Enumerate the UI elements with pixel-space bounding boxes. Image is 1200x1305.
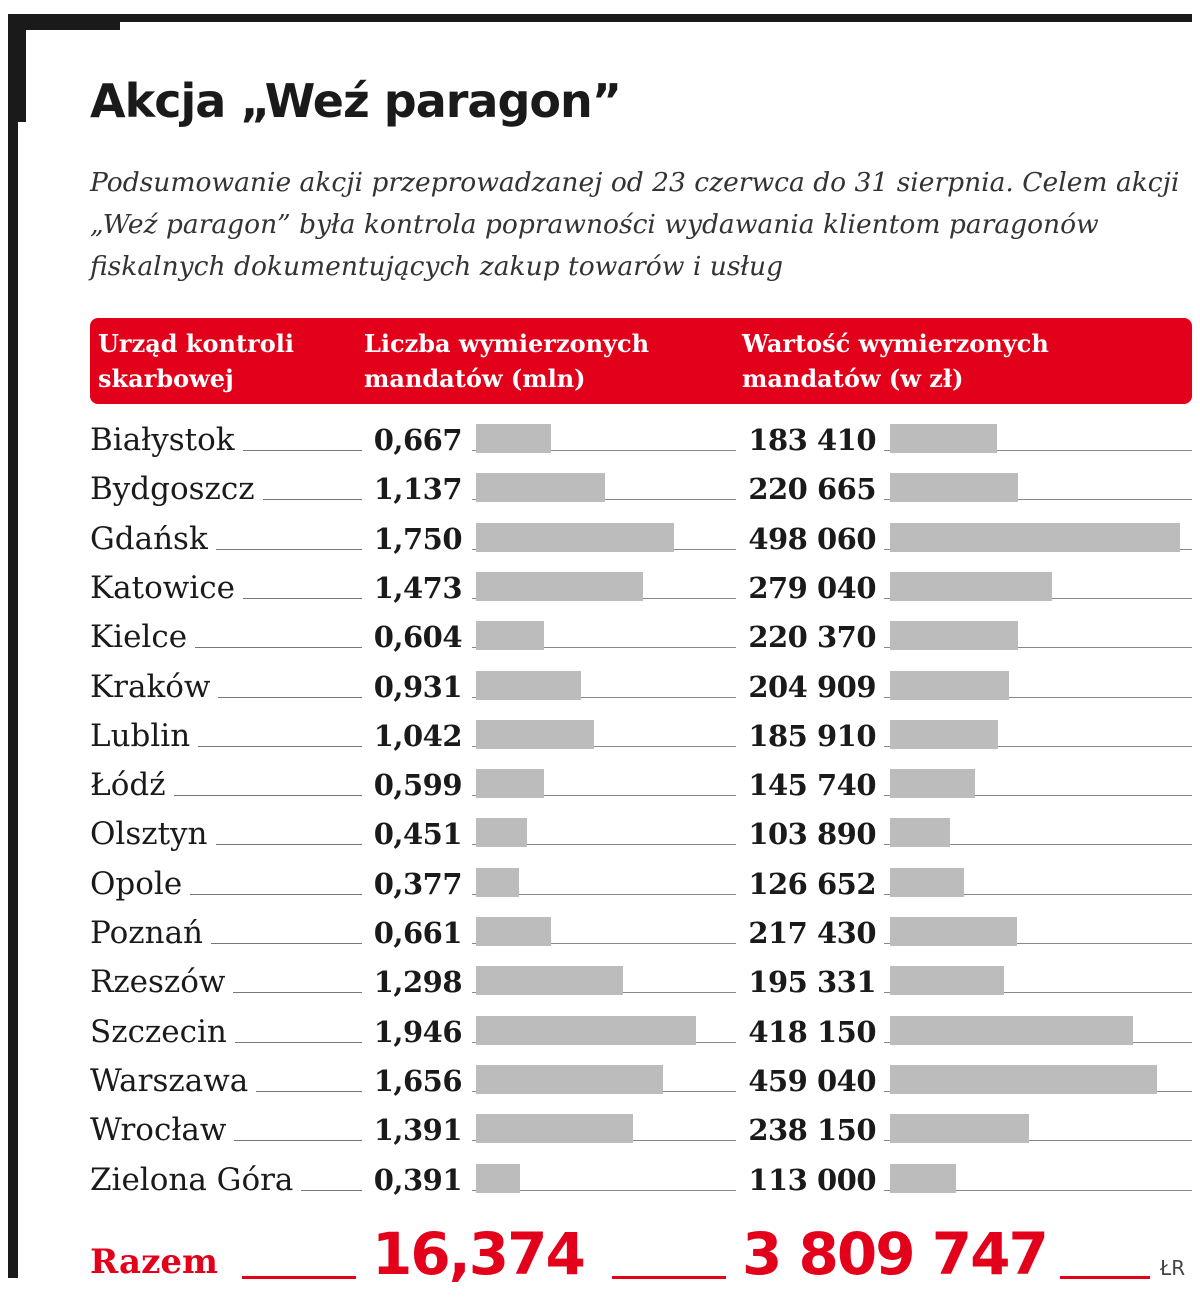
- amount-value: 145 740: [748, 768, 876, 803]
- count-bar: [476, 424, 551, 453]
- header-value: Wartość wymierzonych mandatów (w zł): [742, 329, 1049, 393]
- amount-bar: [890, 671, 1009, 700]
- city-name: Białystok: [90, 422, 243, 458]
- count-value: 0,931: [373, 669, 462, 704]
- header-office: Urząd kontroli skarbowej: [98, 329, 294, 393]
- total-count: 16,374: [372, 1220, 584, 1288]
- count-bar: [476, 473, 605, 502]
- table-row: [0, 515, 1200, 564]
- count-value: 0,599: [373, 768, 462, 803]
- amount-value: 418 150: [748, 1014, 876, 1049]
- total-rule-2: [612, 1276, 726, 1279]
- amount-value: 217 430: [748, 916, 876, 950]
- table-row: [0, 1156, 1200, 1205]
- city-name: Kraków: [90, 669, 218, 705]
- city-name: Lublin: [90, 718, 198, 754]
- table-row: [0, 761, 1200, 810]
- table-header: [90, 318, 1192, 404]
- amount-value: 279 040: [748, 570, 876, 605]
- city-cell: [90, 958, 360, 1007]
- amount-value: 220 665: [748, 472, 876, 507]
- author-credit: ŁR: [1160, 1256, 1186, 1280]
- amount-bar: [890, 769, 975, 798]
- count-bar: [476, 769, 544, 798]
- count-value: 1,137: [373, 472, 462, 507]
- amount-bar: [890, 966, 1004, 995]
- amount-value: 498 060: [748, 521, 876, 556]
- amount-bar: [890, 1016, 1133, 1045]
- amount-bar: [890, 818, 950, 847]
- amount-bar: [890, 473, 1018, 502]
- city-name: Łódź: [90, 767, 174, 803]
- total-rule-3: [1060, 1276, 1150, 1279]
- count-bar: [476, 1114, 633, 1143]
- amount-value: 459 040: [748, 1063, 876, 1098]
- count-value: 0,377: [373, 866, 462, 901]
- header-count: Liczba wymierzonych mandatów (mln): [364, 329, 650, 393]
- count-value: 1,750: [373, 521, 462, 556]
- city-name: Opole: [90, 866, 190, 902]
- amount-value: 220 370: [748, 620, 876, 655]
- count-bar: [476, 1164, 520, 1193]
- count-bar: [476, 966, 623, 995]
- count-value: 0,451: [373, 817, 462, 852]
- city-cell: [90, 613, 360, 662]
- table-row: [0, 1057, 1200, 1106]
- count-value: 0,604: [373, 620, 462, 655]
- city-cell: [90, 761, 360, 810]
- count-value: 0,667: [373, 423, 462, 457]
- count-bar: [476, 1065, 663, 1094]
- city-cell: [90, 909, 360, 958]
- count-bar: [476, 671, 581, 700]
- city-name: Wrocław: [90, 1112, 234, 1148]
- amount-bar: [890, 523, 1180, 552]
- count-value: 1,656: [373, 1063, 462, 1098]
- table-row: [0, 712, 1200, 761]
- city-name: Olsztyn: [90, 816, 216, 852]
- city-cell: [90, 1057, 360, 1106]
- table-row: [0, 1008, 1200, 1057]
- page-title: Akcja „Weź paragon”: [90, 74, 621, 128]
- city-cell: [90, 1156, 360, 1205]
- amount-bar: [890, 1114, 1029, 1143]
- amount-bar: [890, 917, 1017, 946]
- count-bar: [476, 523, 674, 552]
- city-cell: [90, 465, 360, 514]
- amount-bar: [890, 572, 1052, 601]
- amount-bar: [890, 720, 998, 749]
- count-value: 0,661: [373, 916, 462, 950]
- count-value: 1,298: [373, 965, 462, 1000]
- amount-value: 204 909: [748, 669, 876, 704]
- count-bar: [476, 868, 519, 897]
- count-value: 1,473: [373, 570, 462, 605]
- count-bar: [476, 917, 551, 946]
- city-cell: [90, 1008, 360, 1057]
- city-name: Gdańsk: [90, 521, 216, 557]
- count-bar: [476, 1016, 696, 1045]
- city-name: Katowice: [90, 570, 243, 606]
- total-rule-1: [242, 1276, 356, 1279]
- amount-bar: [890, 621, 1018, 650]
- count-bar: [476, 621, 544, 650]
- count-bar: [476, 720, 594, 749]
- amount-value: 185 910: [748, 718, 876, 753]
- city-cell: [90, 515, 360, 564]
- city-cell: [90, 810, 360, 859]
- city-cell: [90, 564, 360, 613]
- amount-value: 183 410: [748, 423, 876, 457]
- table-row: [0, 564, 1200, 613]
- city-cell: [90, 860, 360, 909]
- total-value: 3 809 747: [742, 1220, 1047, 1288]
- subtitle: Podsumowanie akcji przeprowadzanej od 23 czerwca do 31 sierpnia. Celem akcji „Weź paragon” była kontrola poprawności wydawania klientom paragonów fiskalnych dokumentujących zakup towarów i usług: [90, 167, 1180, 282]
- table-row: [0, 1106, 1200, 1155]
- city-name: Poznań: [90, 915, 211, 951]
- table-row: [0, 613, 1200, 662]
- table-row: [0, 958, 1200, 1007]
- table-row: [0, 663, 1200, 712]
- city-cell: [90, 663, 360, 712]
- city-cell: [90, 712, 360, 761]
- amount-value: 195 331: [748, 965, 876, 1000]
- city-cell: [90, 1106, 360, 1155]
- count-bar: [476, 572, 643, 601]
- table-row: [0, 465, 1200, 514]
- amount-value: 113 000: [748, 1162, 876, 1197]
- frame-corner-notch: [8, 14, 26, 122]
- amount-bar: [890, 868, 964, 897]
- table-row: [0, 909, 1200, 958]
- count-bar: [476, 818, 527, 847]
- table-row: [0, 416, 1200, 465]
- table-row: [0, 810, 1200, 859]
- count-value: 1,391: [373, 1113, 462, 1148]
- table-row: [0, 860, 1200, 909]
- amount-bar: [890, 1065, 1157, 1094]
- total-label: Razem: [90, 1242, 218, 1282]
- amount-value: 126 652: [748, 866, 876, 901]
- frame-top-rule: [8, 14, 1192, 22]
- amount-bar: [890, 1164, 956, 1193]
- city-name: Warszawa: [90, 1063, 256, 1099]
- city-cell: [90, 416, 360, 465]
- amount-value: 238 150: [748, 1113, 876, 1148]
- count-value: 0,391: [373, 1162, 462, 1197]
- amount-value: 103 890: [748, 817, 876, 852]
- amount-bar: [890, 424, 997, 453]
- count-value: 1,946: [373, 1014, 462, 1049]
- count-value: 1,042: [373, 718, 462, 753]
- city-name: Bydgoszcz: [90, 471, 263, 507]
- city-name: Kielce: [90, 619, 195, 655]
- city-name: Szczecin: [90, 1014, 235, 1050]
- city-name: Zielona Góra: [90, 1162, 301, 1198]
- city-name: Rzeszów: [90, 964, 233, 1000]
